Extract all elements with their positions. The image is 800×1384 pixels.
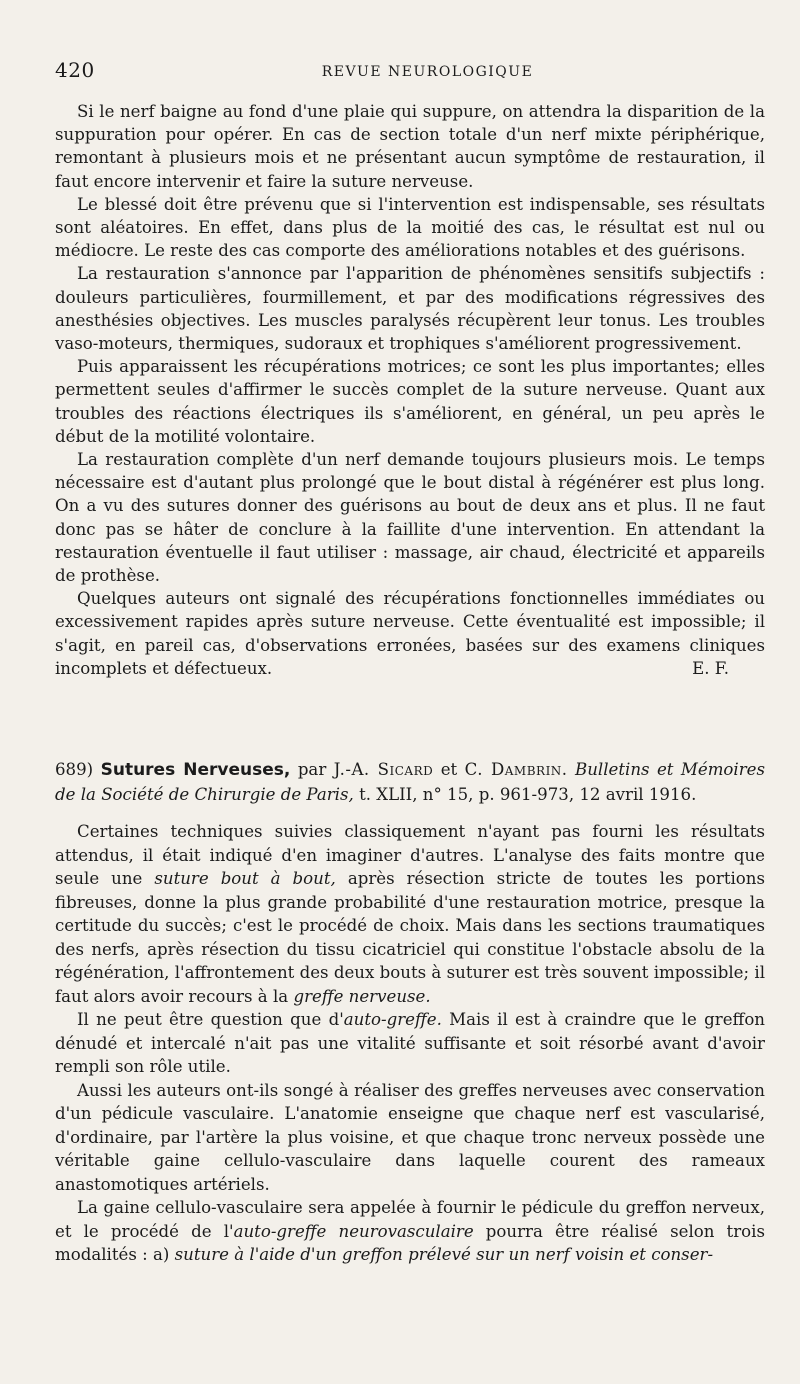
paragraph: Aussi les auteurs ont-ils songé à réaliser des greffes nerveuses avec conservation d'un pédicule vasculaire. L'anatomie enseigne que chaque nerf est vascularisé, d'ordinaire, par l'artère la plus voisine, et que chaque tronc nerveux possède une véritable gaine cellulo-vasculaire dans laquelle courent des rameaux anastomotiques artériels. (55, 1080, 765, 1194)
italic-run: greffe nerveuse. (293, 986, 431, 1006)
paragraph (55, 587, 765, 680)
italic-run: suture bout à bout, (154, 869, 336, 888)
italic-run: suture à l'aide d'un greffon prélevé sur un nerf voisin et conser- (174, 1245, 714, 1264)
paragraph: Le blessé doit être prévenu que si l'intervention est indispensable, ses résultats sont aléatoires. En effet, dans plus de la moitié des cas, le résultat est nul ou médiocre. Le reste des cas comporte des améliorations notables et des guérisons. (55, 194, 765, 261)
citation-details: t. XLII, n° 15, p. 961-973, 12 avril 1916. (359, 784, 697, 804)
paragraph: La restauration s'annonce par l'apparition de phénomènes sensitifs subjectifs : douleurs particulières, fourmillement, et par des modifications régressives des anesthésies objectives. Les muscles paralysés récupèrent leur tonus. Les troubles vaso-moteurs, thermiques, sudoraux et trophiques s'améliorent progressivement. (55, 264, 765, 354)
journal-name: Bulletins et Mémoires de la Société de Chirurgie de Paris, (55, 760, 765, 804)
entry-number: 689) (55, 760, 94, 779)
paragraph (55, 1196, 765, 1267)
bibliographic-reference (55, 758, 765, 806)
paragraph: Si le nerf baigne au fond d'une plaie qui suppure, on attendra la disparition de la suppuration pour opérer. En cas de section totale d'un nerf mixte périphérique, remontant à plusieurs mois et ne présentant aucun symptôme de restauration, il faut encore intervenir et faire la suture nerveuse. (55, 102, 765, 191)
italic-run: auto-greffe. (343, 1010, 442, 1029)
paragraph: Puis apparaissent les récupérations motrices; ce sont les plus importantes; elles permettent seules d'affirmer le succès complet de la suture nerveuse. Quant aux troubles des réactions électriques ils s'améliorent, en général, un peu après le début de la motilité volontaire. (55, 357, 765, 446)
text-run: Certaines techniques suivies classiquement n'ayant pas fourni les résultats attendus, il était indiqué d'en imaginer d'autres. L'analyse des faits montre que seule une (55, 822, 765, 888)
running-title: REVUE NEUROLOGIQUE (321, 64, 534, 80)
upper-text-block (55, 100, 765, 680)
page-number: 420 (55, 58, 95, 82)
author-dambrin: C. Dambrin. (464, 760, 568, 779)
page-header (55, 58, 760, 88)
author-sicard: J.-A. Sicard (333, 760, 434, 779)
abstract-entry (55, 758, 765, 1267)
article-title: Sutures Nerveuses, (100, 760, 291, 780)
text-run: Mais il est à craindre que le greffon dénudé et intercalé n'ait pas une vitalité suffisante et soit résorbé avant d'avoir rempli son rôle utile. (55, 1010, 765, 1076)
text-run: Il ne peut être question que d' (77, 1010, 344, 1029)
text-run: pourra être réalisé selon trois modalités : a) (55, 1221, 765, 1264)
by-word: par (297, 760, 327, 779)
author-signature: E. F. (692, 658, 729, 678)
paragraph-text: Quelques auteurs ont signalé des récupérations fonctionnelles immédiates ou excessivement rapides après suture nerveuse. Cette éventualité est impossible; il s'agit, en pareil cas, d'observations erronées, basées sur des examens cliniques incomplets et défectueux. (55, 589, 765, 678)
paragraph (55, 1008, 765, 1079)
paragraph (55, 820, 765, 1008)
and-word: et (440, 760, 458, 779)
italic-run: auto-greffe neurovasculaire (233, 1221, 474, 1241)
paragraph: La restauration complète d'un nerf demande toujours plusieurs mois. Le temps nécessaire est d'autant plus prolongé que le bout distal à régénérer est plus long. On a vu des sutures donner des guérisons au bout de deux ans et plus. Il ne faut donc pas se hâter de conclure à la faillite d'une intervention. En attendant la restauration éventuelle il faut utiliser : massage, air chaud, électricité et appareils de prothèse. (55, 450, 765, 586)
text-run: La gaine cellulo-vasculaire sera appelée à fournir le pédicule du greffon nerveux, et le procédé de l' (55, 1198, 765, 1241)
text-run: après résection stricte de toutes les portions fibreuses, donne la plus grande probabilité d'une restauration motrice, presque la certitude du succès; c'est le procédé de choix. Mais dans les sections traumatiques des nerfs, après résection du tissu cicatriciel qui constitue l'obstacle absolu de la régénération, l'affrontement des deux bouts à suturer est très souvent impossible; il faut alors avoir recours à la (55, 869, 765, 1006)
